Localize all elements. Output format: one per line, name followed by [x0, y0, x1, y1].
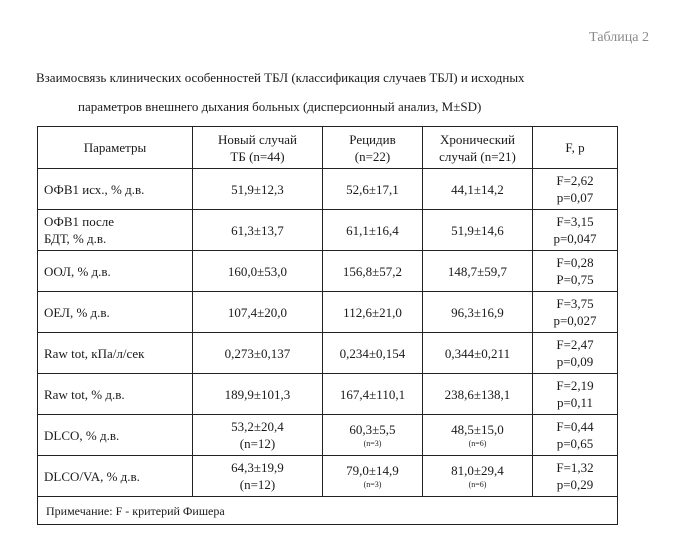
header-chronic: Хронический случай (n=21) — [423, 127, 533, 169]
header-row — [38, 127, 618, 169]
table-row — [38, 333, 618, 374]
new-case-value-cell: 51,9±12,3 — [193, 169, 323, 210]
results-table — [37, 126, 618, 525]
new-case-value-cell: 0,273±0,137 — [193, 333, 323, 374]
chronic-value-cell: 0,344±0,211 — [423, 333, 533, 374]
header-relapse: Рецидив (n=22) — [323, 127, 423, 169]
relapse-value-cell: 167,4±110,1 — [323, 374, 423, 415]
header-f-p: F, p — [533, 127, 618, 169]
note-row — [38, 497, 618, 525]
table-row — [38, 210, 618, 251]
chronic-value-cell: 81,0±29,4 (n=6) — [423, 456, 533, 497]
table-number-label: Таблица 2 — [589, 30, 649, 45]
parameter-cell: ООЛ, % д.в. — [38, 251, 193, 292]
chronic-value-cell: 238,6±138,1 — [423, 374, 533, 415]
parameter-cell: Raw tot, % д.в. — [38, 374, 193, 415]
parameter-cell: ОФВ1 исх., % д.в. — [38, 169, 193, 210]
new-case-value-cell: 53,2±20,4 (n=12) — [193, 415, 323, 456]
f-p-cell: F=0,44 p=0,65 — [533, 415, 618, 456]
new-case-value-cell: 160,0±53,0 — [193, 251, 323, 292]
table-row — [38, 251, 618, 292]
new-case-value-cell: 189,9±101,3 — [193, 374, 323, 415]
chronic-value-cell: 96,3±16,9 — [423, 292, 533, 333]
parameter-cell: Raw tot, кПа/л/сек — [38, 333, 193, 374]
f-p-cell: F=3,15 p=0,047 — [533, 210, 618, 251]
table-caption — [0, 63, 678, 121]
f-p-cell: F=1,32 p=0,29 — [533, 456, 618, 497]
chronic-value-cell: 148,7±59,7 — [423, 251, 533, 292]
relapse-value-cell: 60,3±5,5 (n=3) — [323, 415, 423, 456]
relapse-value-cell: 112,6±21,0 — [323, 292, 423, 333]
f-p-cell: F=3,75 p=0,027 — [533, 292, 618, 333]
table-note: Примечание: F - критерий Фишера — [38, 497, 618, 525]
header-parameters: Параметры — [38, 127, 193, 169]
new-case-value-cell: 64,3±19,9 (n=12) — [193, 456, 323, 497]
chronic-value-cell: 51,9±14,6 — [423, 210, 533, 251]
f-p-cell: F=0,28 P=0,75 — [533, 251, 618, 292]
relapse-value-cell: 0,234±0,154 — [323, 333, 423, 374]
relapse-value-cell: 52,6±17,1 — [323, 169, 423, 210]
caption-line-1: Взаимосвязь клинических особенностей ТБЛ (классификация случаев ТБЛ) и исходных — [36, 70, 525, 85]
f-p-cell: F=2,19 p=0,11 — [533, 374, 618, 415]
f-p-cell: F=2,62 p=0,07 — [533, 169, 618, 210]
table-row — [38, 169, 618, 210]
parameter-cell: ОЕЛ, % д.в. — [38, 292, 193, 333]
table-row — [38, 292, 618, 333]
table-row — [38, 456, 618, 497]
relapse-value-cell: 61,1±16,4 — [323, 210, 423, 251]
new-case-value-cell: 107,4±20,0 — [193, 292, 323, 333]
chronic-value-cell: 44,1±14,2 — [423, 169, 533, 210]
parameter-cell: ОФВ1 после БДТ, % д.в. — [38, 210, 193, 251]
f-p-cell: F=2,47 p=0,09 — [533, 333, 618, 374]
new-case-value-cell: 61,3±13,7 — [193, 210, 323, 251]
parameter-cell: DLCO, % д.в. — [38, 415, 193, 456]
table-row — [38, 374, 618, 415]
relapse-value-cell: 156,8±57,2 — [323, 251, 423, 292]
header-new-case: Новый случай ТБ (n=44) — [193, 127, 323, 169]
caption-line-2: параметров внешнего дыхания больных (дисперсионный анализ, M±SD) — [78, 99, 482, 114]
parameter-cell: DLCO/VA, % д.в. — [38, 456, 193, 497]
chronic-value-cell: 48,5±15,0 (n=6) — [423, 415, 533, 456]
relapse-value-cell: 79,0±14,9 (n=3) — [323, 456, 423, 497]
table-row — [38, 415, 618, 456]
